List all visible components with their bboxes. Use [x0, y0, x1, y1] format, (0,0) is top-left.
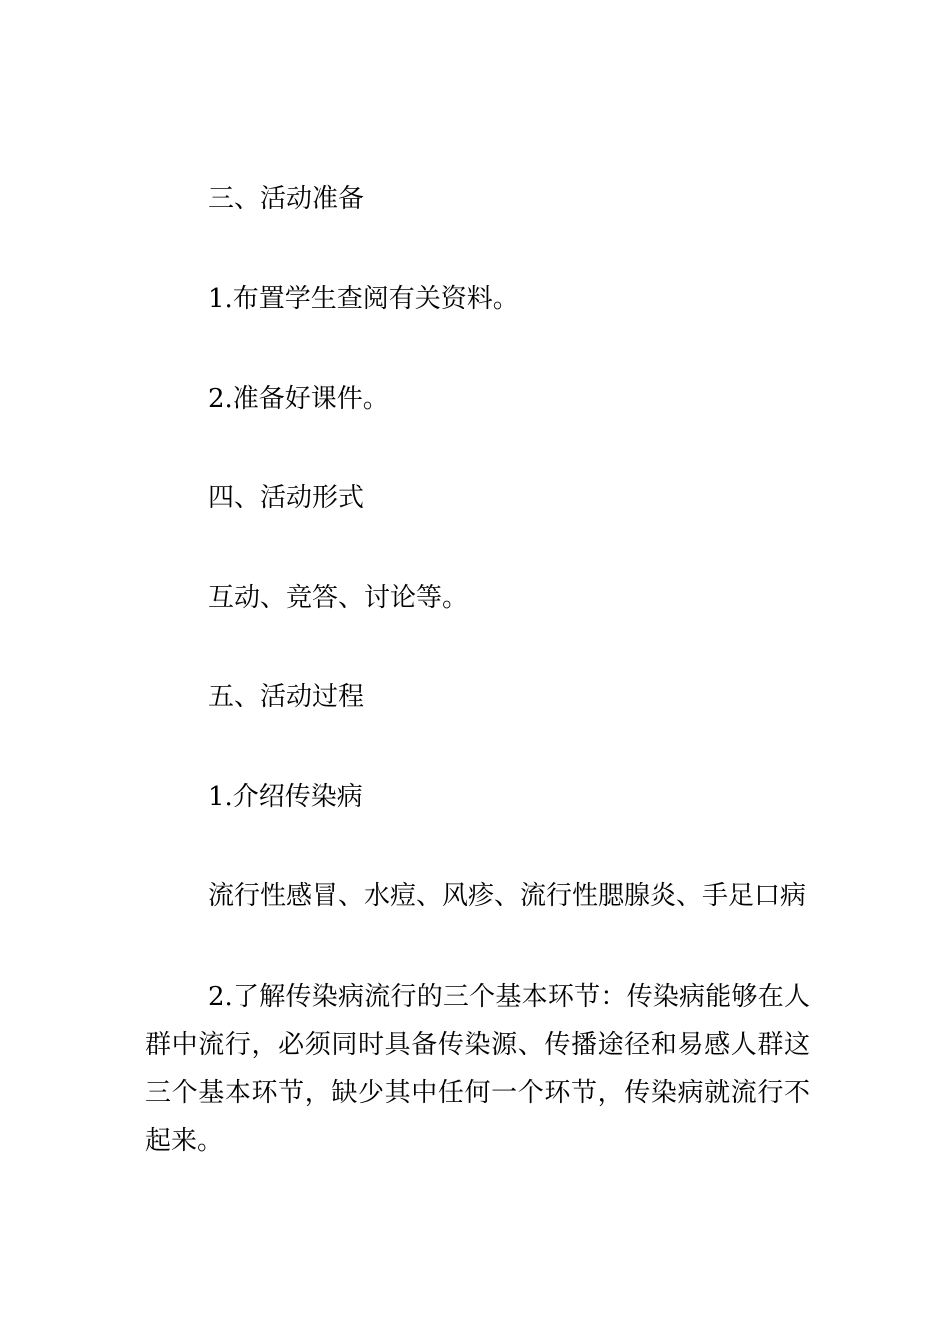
list-item-prepare-courseware: 2.准备好课件。: [208, 384, 389, 414]
paragraph-transmission-links: 2.了解传染病流行的三个基本环节：传染病能够在人群中流行，必须同时具备传染源、传播途径和易感人群这三个基本环节，缺少其中任何一个环节，传染病就流行不起来。: [145, 982, 810, 1156]
list-item-assign-reading: 1.布置学生查阅有关资料。: [208, 284, 519, 314]
list-item-introduce-diseases: 1.介绍传染病: [208, 782, 363, 812]
paragraph-format: 互动、竞答、讨论等。: [208, 583, 469, 613]
paragraph-disease-list: 流行性感冒、水痘、风疹、流行性腮腺炎、手足口病: [208, 881, 807, 911]
section-heading-process: 五、活动过程: [208, 682, 365, 712]
section-heading-preparation: 三、活动准备: [208, 184, 365, 214]
section-heading-format: 四、活动形式: [208, 483, 365, 513]
